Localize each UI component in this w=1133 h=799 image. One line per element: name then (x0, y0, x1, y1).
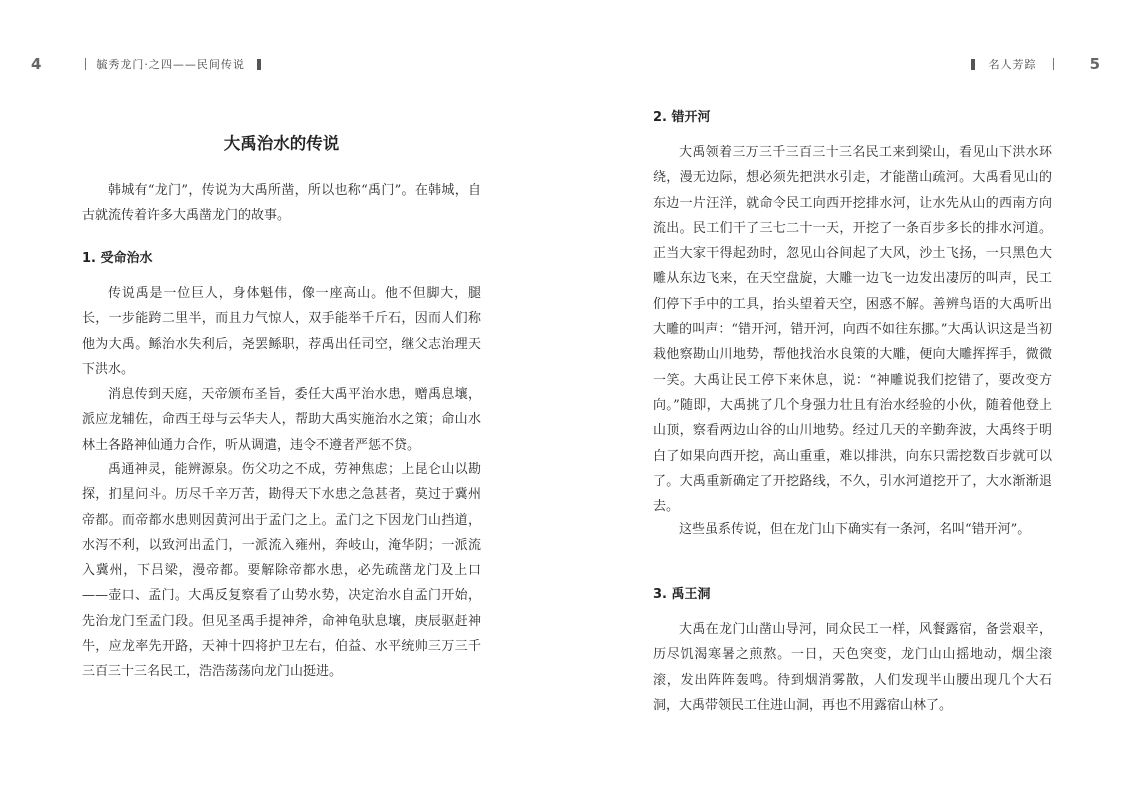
section1-paragraph-3: 禹通神灵，能辨源泉。伤父功之不成，劳神焦虑；上昆仑山以勘探，扪星问斗。历尽千辛万苦，勘得天下水患之急甚者，莫过于冀州帝都。而帝都水患则因黄河出于孟门之上。孟门之下因龙门山挡道，水泻不利，以致河出孟门，一派流入雍州，奔岐山，淹华阴；一派流入冀州，下吕梁，漫帝都。要解除帝都水患，必先疏凿龙门及上口——壶口、孟门。大禹反复察看了山势水势，决定治水自孟门开始，先治龙门至孟门段。但见圣禹手提神斧，命神龟驮息壤，庚辰驱赶神牛，应龙率先开路，天神十四将护卫左右，伯益、水平统帅三万三千三百三十三名民工，浩浩荡荡向龙门山挺进。 (82, 462, 481, 680)
section-heading-1: 1. 受命治水 (82, 251, 153, 266)
section-heading-2: 2. 错开河 (653, 110, 711, 125)
article-title: 大禹治水的传说 (223, 134, 340, 153)
section-heading-3: 3. 禹王洞 (653, 587, 711, 602)
section1-paragraph-2: 消息传到天庭，天帝颁布圣旨，委任大禹平治水患，赠禹息壤，派应龙辅佐，命西王母与云华夫人，帮助大禹实施治水之策；命山水林土各路神仙通力合作，听从调遣，违令不遵者严惩不贷。 (82, 387, 481, 453)
right-page-number: 5 (1089, 55, 1100, 73)
right-page (566, 0, 1132, 799)
header-marker (257, 59, 261, 70)
intro-paragraph: 韩城有“龙门”，传说为大禹所凿，所以也称“禹门”。在韩城，自古就流传着许多大禹凿龙门的故事。 (82, 183, 481, 224)
left-running-header (31, 52, 269, 76)
section2-paragraph-1: 大禹领着三万三千三百三十三名民工来到梁山，看见山下洪水环绕，漫无边际，想必须先把洪水引走，才能凿山疏河。大禹看见山的东边一片汪洋，就命令民工向西开挖排水河，让水先从山的西南方向流出。民工们干了三七二十一天，开挖了一条百步多长的排水河道。正当大家干得起劲时，忽见山谷间起了大风，沙土飞扬，一只黑色大雕从东边飞来，在天空盘旋，大雕一边飞一边发出凄厉的叫声，民工们停下手中的工具，抬头望着天空，困惑不解。善辨鸟语的大禹听出大雕的叫声：“错开河，错开河，向西不如往东挪。”大禹认识这是当初栽他察勘山川地势，帮他找治水良策的大雕，便向大雕挥挥手，微微一笑。大禹让民工停下来休息，说：“神雕说我们挖错了，要改变方向。”随即，大禹挑了几个身强力壮且有治水经验的小伙，随着他登上山顶，察看两边山谷的山川地势。经过几天的辛勤奔波，大禹终于明白了如果向西开挖，高山重重，难以排洪，向东只需挖数百步就可以了。大禹重新确定了开挖路线，不久，引水河道挖开了，大水渐渐退去。 (653, 145, 1052, 515)
left-page-number: 4 (31, 55, 42, 73)
right-running-title: 名人芳踪 (988, 58, 1037, 71)
header-divider (85, 58, 86, 70)
header-marker (971, 59, 975, 70)
left-page (0, 0, 566, 799)
right-running-header (963, 52, 1100, 76)
left-running-title: 毓秀龙门·之四——民间传说 (96, 58, 245, 71)
section3-paragraph-1: 大禹在龙门山凿山导河，同众民工一样，风餐露宿，备尝艰辛，历尽饥渴寒暑之煎熬。一日，天色突变，龙门山山摇地动，烟尘滚滚，发出阵阵轰鸣。待到烟消雾散，人们发现半山腰出现几个大石洞，大禹带领民工住进山洞，再也不用露宿山林了。 (653, 622, 1052, 713)
section1-paragraph-1: 传说禹是一位巨人，身体魁伟，像一座高山。他不但脚大，腿长，一步能跨二里半，而且力气惊人，双手能举千斤石，因而人们称他为大禹。鲧治水失利后，尧罢鲧职，荐禹出任司空，继父志治理天下洪水。 (82, 286, 481, 377)
header-divider (1053, 58, 1054, 70)
section2-paragraph-2: 这些虽系传说，但在龙门山下确实有一条河，名叫“错开河”。 (679, 522, 1031, 537)
